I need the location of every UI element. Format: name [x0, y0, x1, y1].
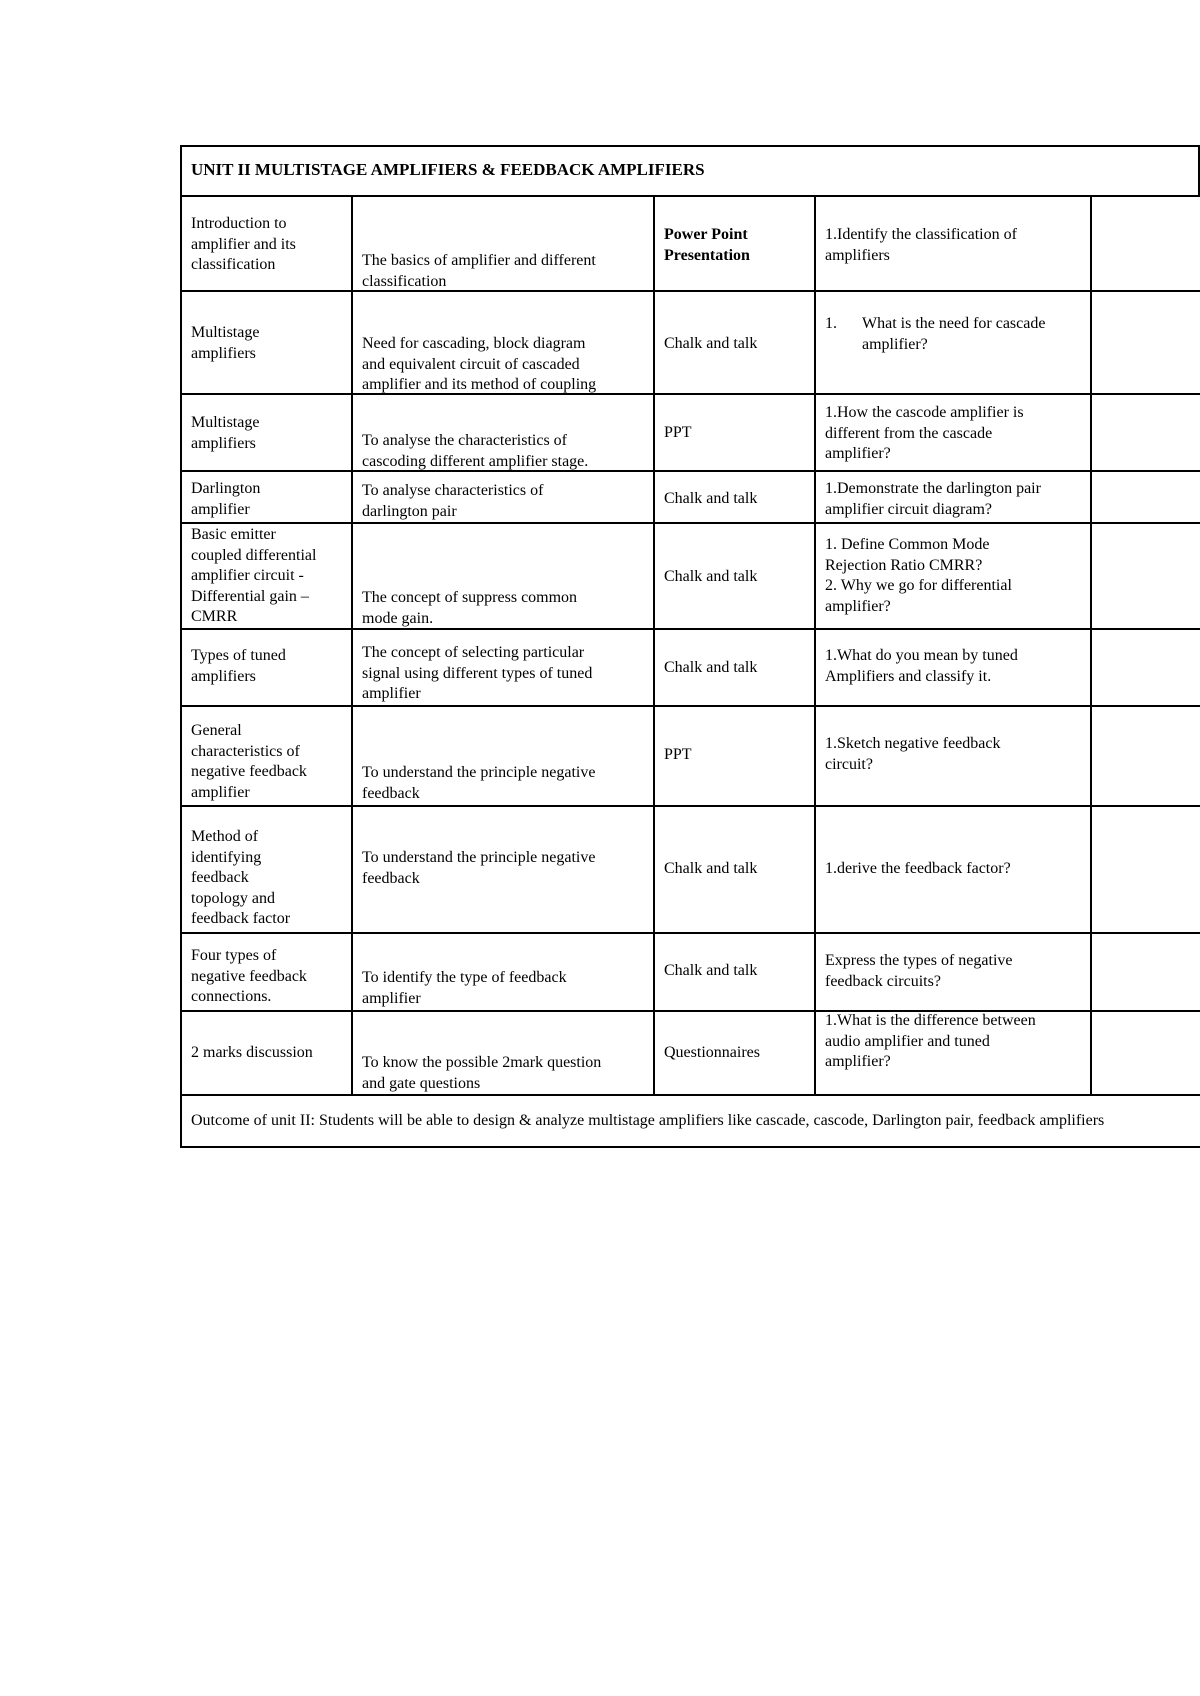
method-cell: Power Point Presentation: [664, 226, 750, 264]
question-cell: 1. Define Common Mode Rejection Ratio CMRR? 2. Why we go for differential amplifier?: [825, 536, 1012, 615]
content-cell: To identify the type of feedback amplifier: [362, 969, 567, 1007]
column-divider: [1090, 195, 1092, 1096]
row-divider: [180, 290, 1200, 292]
method-cell: Chalk and talk: [664, 860, 758, 877]
method-cell: Chalk and talk: [664, 962, 758, 979]
content-cell: The concept of suppress common mode gain.: [362, 589, 578, 627]
row-divider: [180, 393, 1200, 395]
row-divider: [180, 195, 1200, 197]
topic-cell: Types of tuned amplifiers: [191, 647, 286, 685]
column-divider: [351, 195, 353, 1096]
content-cell: Need for cascading, block diagram and equivalent circuit of cascaded amplifier and its method of coupling: [362, 335, 597, 393]
column-divider: [814, 195, 816, 1096]
method-cell: Chalk and talk: [664, 490, 758, 507]
method-cell: PPT: [664, 746, 692, 763]
method-cell: PPT: [664, 424, 692, 441]
question-cell: 1.Sketch negative feedback circuit?: [825, 735, 1001, 773]
topic-cell: Darlington amplifier: [191, 480, 261, 518]
method-cell: Chalk and talk: [664, 659, 758, 676]
content-cell: To know the possible 2mark question and gate questions: [362, 1054, 602, 1092]
topic-cell: General characteristics of negative feedback amplifier: [191, 722, 307, 801]
table-border-left: [180, 145, 182, 1148]
method-cell: Chalk and talk: [664, 335, 758, 352]
unit-title: UNIT II MULTISTAGE AMPLIFIERS & FEEDBACK AMPLIFIERS: [191, 160, 705, 179]
question-cell: 1.How the cascode amplifier is different from the cascade amplifier?: [825, 404, 1024, 462]
topic-cell: Introduction to amplifier and its classification: [191, 215, 296, 273]
row-divider: [180, 1010, 1200, 1012]
row-divider: [180, 522, 1200, 524]
topic-cell: Basic emitter coupled differential amplifier circuit - Differential gain – CMRR: [191, 526, 317, 625]
row-divider: [180, 705, 1200, 707]
topic-cell: Multistage amplifiers: [191, 414, 260, 452]
content-cell: The basics of amplifier and different classification: [362, 252, 596, 290]
unit-outcome: Outcome of unit II: Students will be able to design & analyze multistage amplifiers like cascade, cascode, Darlington pair, feedback amplifiers: [191, 1112, 1105, 1129]
topic-cell: Four types of negative feedback connections.: [191, 947, 307, 1005]
content-cell: The concept of selecting particular signal using different types of tuned amplifier: [362, 644, 593, 702]
method-cell: Chalk and talk: [664, 568, 758, 585]
question-cell: 1.derive the feedback factor?: [825, 860, 1011, 877]
topic-cell: 2 marks discussion: [191, 1044, 313, 1061]
question-cell: 1.Identify the classification of amplifiers: [825, 226, 1017, 264]
question-cell: 1.What is the difference between audio amplifier and tuned amplifier?: [825, 1012, 1036, 1070]
column-divider: [653, 195, 655, 1096]
content-cell: To understand the principle negative feedback: [362, 764, 596, 802]
content-cell: To understand the principle negative feedback: [362, 849, 596, 887]
row-divider: [180, 1094, 1200, 1096]
content-cell: To analyse the characteristics of cascoding different amplifier stage.: [362, 432, 589, 470]
table-border-top: [180, 145, 1200, 147]
question-cell: 1.What do you mean by tuned Amplifiers and classify it.: [825, 647, 1018, 685]
question-number: 1.: [825, 315, 837, 332]
question-cell: What is the need for cascade amplifier?: [862, 315, 1046, 353]
content-cell: To analyse characteristics of darlington pair: [362, 482, 544, 520]
topic-cell: Method of identifying feedback topology and feedback factor: [191, 828, 291, 927]
question-cell: 1.Demonstrate the darlington pair amplifier circuit diagram?: [825, 480, 1041, 518]
table-border-bottom: [180, 1146, 1200, 1148]
question-cell: Express the types of negative feedback circuits?: [825, 952, 1013, 990]
row-divider: [180, 805, 1200, 807]
row-divider: [180, 932, 1200, 934]
topic-cell: Multistage amplifiers: [191, 324, 260, 362]
method-cell: Questionnaires: [664, 1044, 760, 1061]
row-divider: [180, 628, 1200, 630]
row-divider: [180, 470, 1200, 472]
